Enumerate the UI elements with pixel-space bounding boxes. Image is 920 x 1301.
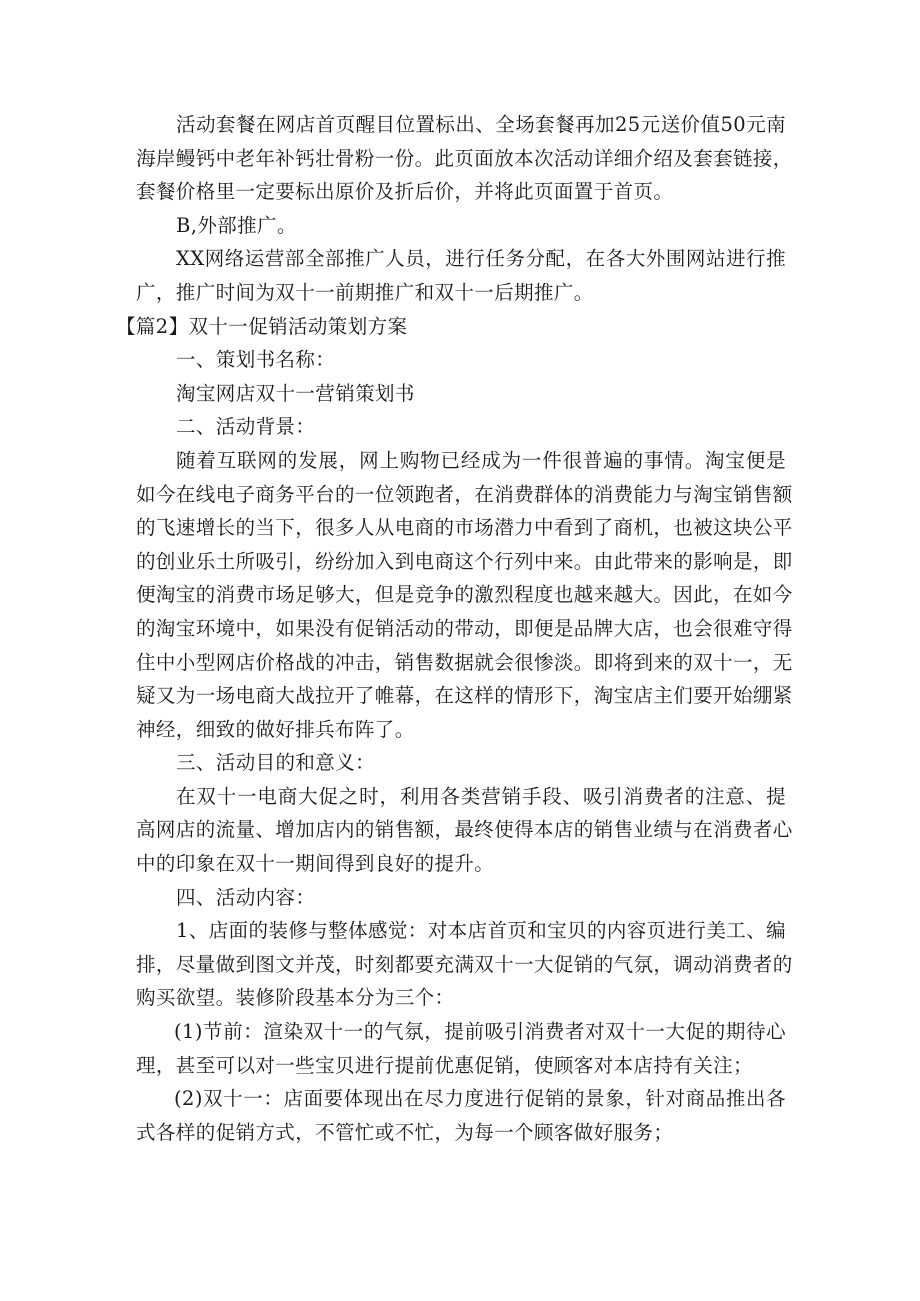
paragraph-line: 住中小型网店价格战的冲击，销售数据就会很惨淡。即将到来的双十一，无	[136, 650, 793, 674]
paragraph-line: 式各样的促销方式，不管忙或不忙，为每一个顾客做好服务；	[136, 1120, 674, 1144]
section-heading: 三、活动目的和意义：	[176, 751, 376, 775]
section-heading: 四、活动内容：	[176, 885, 316, 909]
section-heading: 一、策划书名称：	[176, 348, 336, 372]
paragraph-line: 中的印象在双十一期间得到良好的提升。	[136, 852, 495, 876]
paragraph-line: 1、店面的装修与整体感觉：对本店首页和宝贝的内容页进行美工、编	[176, 919, 786, 943]
paragraph-line: 便淘宝的消费市场足够大，但是竞争的激烈程度也越来越大。因此，在如今	[136, 583, 793, 607]
paragraph-line: 的创业乐土所吸引，纷纷加入到电商这个行列中来。由此带来的影响是，即	[136, 549, 793, 573]
paragraph-line: 随着互联网的发展，网上购物已经成为一件很普遍的事情。淘宝便是	[176, 448, 786, 472]
paragraph-line: XX网络运营部全部推广人员，进行任务分配，在各大外围网站进行推	[176, 247, 786, 271]
paragraph-line: 理，甚至可以对一些宝贝进行提前优惠促销，使顾客对本店持有关注；	[136, 1053, 753, 1077]
paragraph-line: 排，尽量做到图文并茂，时刻都要充满双十一大促销的气氛，调动消费者的	[136, 952, 793, 976]
section-heading: B,外部推广。	[176, 213, 297, 237]
paragraph-line: 广，推广时间为双十一前期推广和双十一后期推广。	[136, 280, 594, 304]
paragraph-line: 疑又为一场电商大战拉开了帷幕，在这样的情形下，淘宝店主们要开始绷紧	[136, 684, 793, 708]
paragraph-line: (1)节前：渲染双十一的气氛，提前吸引消费者对双十一大促的期待心	[174, 1020, 786, 1044]
document-body	[116, 108, 793, 1149]
paragraph-line: 在双十一电商大促之时，利用各类营销手段、吸引消费者的注意、提	[176, 784, 786, 808]
paragraph-line: 的飞速增长的当下，很多人从电商的市场潜力中看到了商机，也被这块公平	[136, 516, 793, 540]
paragraph-line: (2)双十一：店面要体现出在尽力度进行促销的景象，针对商品推出各	[174, 1087, 786, 1111]
chapter-title: 【篇2】双十一促销活动策划方案	[116, 314, 408, 338]
paragraph-line: 海岸鳗钙中老年补钙壮骨粉一份。此页面放本次活动详细介绍及套套链接，	[136, 146, 793, 170]
paragraph-line: 套餐价格里一定要标出原价及折后价，并将此页面置于首页。	[136, 180, 674, 204]
paragraph-line: 购买欲望。装修阶段基本分为三个：	[136, 986, 455, 1010]
paragraph-line: 的淘宝环境中，如果没有促销活动的带动，即便是品牌大店，也会很难守得	[136, 616, 793, 640]
paragraph-line: 如今在线电子商务平台的一位领跑者，在消费群体的消费能力与淘宝销售额	[136, 482, 793, 506]
section-heading: 二、活动背景：	[176, 415, 316, 439]
plan-name: 淘宝网店双十一营销策划书	[176, 381, 415, 405]
paragraph-line: 活动套餐在网店首页醒目位置标出、全场套餐再加25元送价值50元南	[176, 113, 786, 136]
paragraph-line: 神经，细致的做好排兵布阵了。	[136, 717, 415, 741]
paragraph-line: 高网店的流量、增加店内的销售额，最终使得本店的销售业绩与在消费者心	[136, 818, 793, 842]
